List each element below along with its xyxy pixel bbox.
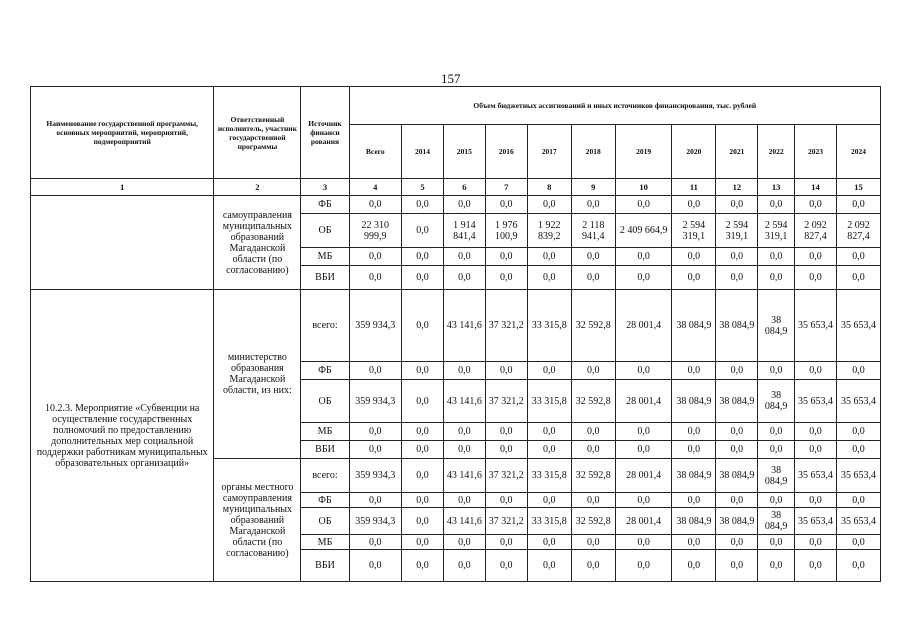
value-cell: 1 922 839,2: [527, 214, 571, 248]
year-header: 2019: [615, 125, 672, 179]
value-cell: 38 084,9: [758, 459, 795, 493]
value-cell: 38 084,9: [758, 508, 795, 535]
source-cell: ОБ: [301, 214, 349, 248]
value-cell: 0,0: [349, 493, 401, 508]
value-cell: 0,0: [615, 266, 672, 290]
value-cell: 0,0: [758, 535, 795, 550]
value-cell: 0,0: [571, 493, 615, 508]
value-cell: 0,0: [615, 423, 672, 441]
value-cell: 0,0: [401, 535, 443, 550]
value-cell: 0,0: [401, 550, 443, 582]
value-cell: 0,0: [349, 550, 401, 582]
value-cell: 0,0: [571, 248, 615, 266]
value-cell: 38 084,9: [672, 290, 716, 362]
value-cell: 0,0: [615, 550, 672, 582]
budget-table: [30, 86, 881, 582]
value-cell: 28 001,4: [615, 459, 672, 493]
value-cell: 0,0: [443, 266, 485, 290]
source-cell: МБ: [301, 423, 349, 441]
value-cell: 0,0: [349, 248, 401, 266]
measure-name-cell: 10.2.3. Мероприятие «Субвенции на осуществление государственных полномочий по предоставлению дополнительных мер социальной поддержки работникам муниципальных образовательных организаций»: [31, 290, 214, 582]
value-cell: 35 653,4: [794, 508, 836, 535]
value-cell: 0,0: [485, 266, 527, 290]
table-row: [31, 290, 881, 362]
value-cell: 0,0: [836, 493, 880, 508]
value-cell: 0,0: [716, 550, 758, 582]
value-cell: 2 092 827,4: [794, 214, 836, 248]
value-cell: 0,0: [349, 362, 401, 380]
executor-cell: органы местного самоуправления муниципальных образований Магаданской области (по согласованию): [214, 459, 301, 582]
value-cell: 359 934,3: [349, 380, 401, 423]
value-cell: 0,0: [794, 550, 836, 582]
value-cell: 0,0: [485, 493, 527, 508]
name-cell-empty: [31, 196, 214, 290]
value-cell: 1 914 841,4: [443, 214, 485, 248]
value-cell: 0,0: [349, 266, 401, 290]
value-cell: 0,0: [615, 248, 672, 266]
value-cell: 0,0: [571, 550, 615, 582]
value-cell: 0,0: [758, 441, 795, 459]
value-cell: 0,0: [527, 493, 571, 508]
column-number: 15: [836, 179, 880, 196]
table-row: [31, 196, 881, 214]
value-cell: 0,0: [443, 441, 485, 459]
value-cell: 0,0: [443, 362, 485, 380]
value-cell: 0,0: [615, 493, 672, 508]
value-cell: 33 315,8: [527, 380, 571, 423]
source-cell: ФБ: [301, 196, 349, 214]
column-number: 6: [443, 179, 485, 196]
value-cell: 35 653,4: [794, 290, 836, 362]
value-cell: 359 934,3: [349, 508, 401, 535]
value-cell: 38 084,9: [716, 508, 758, 535]
value-cell: 35 653,4: [836, 508, 880, 535]
column-number: 5: [401, 179, 443, 196]
year-header: 2015: [443, 125, 485, 179]
value-cell: 0,0: [758, 196, 795, 214]
value-cell: 28 001,4: [615, 380, 672, 423]
source-cell: МБ: [301, 535, 349, 550]
value-cell: 0,0: [571, 196, 615, 214]
value-cell: 0,0: [836, 423, 880, 441]
value-cell: 43 141,6: [443, 380, 485, 423]
value-cell: 32 592,8: [571, 508, 615, 535]
value-cell: 38 084,9: [716, 290, 758, 362]
value-cell: 35 653,4: [794, 380, 836, 423]
value-cell: 0,0: [794, 196, 836, 214]
value-cell: 0,0: [716, 248, 758, 266]
value-cell: 33 315,8: [527, 459, 571, 493]
column-number: 4: [349, 179, 401, 196]
value-cell: 32 592,8: [571, 290, 615, 362]
value-cell: 0,0: [758, 362, 795, 380]
value-cell: 37 321,2: [485, 380, 527, 423]
value-cell: 0,0: [672, 362, 716, 380]
value-cell: 37 321,2: [485, 290, 527, 362]
value-cell: 0,0: [758, 493, 795, 508]
header-row: [31, 87, 881, 125]
column-number: 14: [794, 179, 836, 196]
value-cell: 0,0: [794, 266, 836, 290]
value-cell: 2 118 941,4: [571, 214, 615, 248]
executor-cell: самоуправления муниципальных образований Магаданской области (по согласованию): [214, 196, 301, 290]
column-number: 10: [615, 179, 672, 196]
value-cell: 0,0: [836, 248, 880, 266]
value-cell: 28 001,4: [615, 290, 672, 362]
value-cell: 0,0: [716, 535, 758, 550]
value-cell: 0,0: [485, 550, 527, 582]
value-cell: 0,0: [571, 441, 615, 459]
value-cell: 0,0: [485, 423, 527, 441]
year-header: 2024: [836, 125, 880, 179]
value-cell: 0,0: [527, 266, 571, 290]
source-cell: ОБ: [301, 508, 349, 535]
value-cell: 38 084,9: [672, 380, 716, 423]
value-cell: 0,0: [716, 362, 758, 380]
value-cell: 38 084,9: [758, 290, 795, 362]
value-cell: 0,0: [401, 214, 443, 248]
value-cell: 0,0: [794, 441, 836, 459]
value-cell: 0,0: [527, 441, 571, 459]
value-cell: 0,0: [571, 535, 615, 550]
value-cell: 0,0: [401, 266, 443, 290]
column-number: 11: [672, 179, 716, 196]
value-cell: 0,0: [349, 535, 401, 550]
header-executor: Ответственный исполнитель, участник государственной программы: [214, 87, 301, 179]
year-header: 2020: [672, 125, 716, 179]
value-cell: 0,0: [794, 362, 836, 380]
source-cell: ВБИ: [301, 550, 349, 582]
value-cell: 38 084,9: [758, 380, 795, 423]
header-group: Объем бюджетных ассигнований и иных источников финансирования, тыс. рублей: [349, 87, 880, 125]
value-cell: 0,0: [758, 266, 795, 290]
column-number: 13: [758, 179, 795, 196]
value-cell: 0,0: [672, 248, 716, 266]
year-header: 2017: [527, 125, 571, 179]
source-cell: МБ: [301, 248, 349, 266]
value-cell: 0,0: [672, 441, 716, 459]
column-number: 2: [214, 179, 301, 196]
value-cell: 0,0: [836, 535, 880, 550]
value-cell: 33 315,8: [527, 508, 571, 535]
header-name: Наименование государственной программы, основных мероприятий, мероприятий, подмероприятий: [31, 87, 214, 179]
value-cell: 0,0: [794, 248, 836, 266]
value-cell: 2 092 827,4: [836, 214, 880, 248]
value-cell: 0,0: [443, 196, 485, 214]
value-cell: 43 141,6: [443, 459, 485, 493]
value-cell: 37 321,2: [485, 508, 527, 535]
value-cell: 33 315,8: [527, 290, 571, 362]
value-cell: 0,0: [527, 550, 571, 582]
header-source: Источник финанси рования: [301, 87, 349, 179]
value-cell: 0,0: [615, 362, 672, 380]
value-cell: 0,0: [401, 493, 443, 508]
value-cell: 32 592,8: [571, 459, 615, 493]
value-cell: 0,0: [836, 441, 880, 459]
value-cell: 2 594 319,1: [672, 214, 716, 248]
value-cell: 0,0: [401, 423, 443, 441]
value-cell: 0,0: [716, 196, 758, 214]
value-cell: 0,0: [672, 535, 716, 550]
value-cell: 0,0: [794, 423, 836, 441]
value-cell: 0,0: [401, 441, 443, 459]
value-cell: 359 934,3: [349, 459, 401, 493]
value-cell: 0,0: [443, 535, 485, 550]
column-number: 3: [301, 179, 349, 196]
executor-cell: министерство образования Магаданской области, из них:: [214, 290, 301, 459]
value-cell: 1 976 100,9: [485, 214, 527, 248]
value-cell: 0,0: [794, 535, 836, 550]
value-cell: 35 653,4: [794, 459, 836, 493]
value-cell: 2 594 319,1: [716, 214, 758, 248]
value-cell: 0,0: [794, 493, 836, 508]
column-number: 9: [571, 179, 615, 196]
source-cell: ОБ: [301, 380, 349, 423]
value-cell: 2 594 319,1: [758, 214, 795, 248]
value-cell: 0,0: [349, 423, 401, 441]
value-cell: 28 001,4: [615, 508, 672, 535]
value-cell: 0,0: [349, 196, 401, 214]
value-cell: 0,0: [672, 550, 716, 582]
column-number: 1: [31, 179, 214, 196]
value-cell: 0,0: [401, 508, 443, 535]
value-cell: 35 653,4: [836, 290, 880, 362]
value-cell: 0,0: [527, 196, 571, 214]
value-cell: 0,0: [672, 423, 716, 441]
year-header: 2016: [485, 125, 527, 179]
value-cell: 0,0: [836, 266, 880, 290]
value-cell: 0,0: [485, 441, 527, 459]
source-cell: всего:: [301, 290, 349, 362]
value-cell: 0,0: [401, 196, 443, 214]
value-cell: 0,0: [571, 266, 615, 290]
value-cell: 0,0: [485, 362, 527, 380]
column-number: 8: [527, 179, 571, 196]
value-cell: 35 653,4: [836, 459, 880, 493]
value-cell: 2 409 664,9: [615, 214, 672, 248]
page-number: 157: [441, 71, 461, 86]
value-cell: 0,0: [401, 459, 443, 493]
value-cell: 0,0: [401, 362, 443, 380]
value-cell: 0,0: [615, 535, 672, 550]
value-cell: 37 321,2: [485, 459, 527, 493]
value-cell: 0,0: [401, 248, 443, 266]
value-cell: 0,0: [758, 423, 795, 441]
year-header: 2022: [758, 125, 795, 179]
value-cell: 0,0: [716, 266, 758, 290]
year-header: 2021: [716, 125, 758, 179]
value-cell: 0,0: [485, 535, 527, 550]
column-number-row: [31, 179, 881, 196]
source-cell: всего:: [301, 459, 349, 493]
value-cell: 0,0: [527, 248, 571, 266]
value-cell: 0,0: [443, 248, 485, 266]
source-cell: ВБИ: [301, 266, 349, 290]
year-header: Всего: [349, 125, 401, 179]
value-cell: 0,0: [527, 423, 571, 441]
value-cell: 0,0: [401, 380, 443, 423]
value-cell: 38 084,9: [672, 459, 716, 493]
value-cell: 0,0: [615, 441, 672, 459]
value-cell: 22 310 999,9: [349, 214, 401, 248]
value-cell: 0,0: [615, 196, 672, 214]
source-cell: ФБ: [301, 362, 349, 380]
value-cell: 0,0: [349, 441, 401, 459]
value-cell: 0,0: [836, 550, 880, 582]
value-cell: 0,0: [571, 362, 615, 380]
value-cell: 0,0: [443, 493, 485, 508]
value-cell: 0,0: [672, 196, 716, 214]
value-cell: 38 084,9: [672, 508, 716, 535]
value-cell: 0,0: [527, 362, 571, 380]
column-number: 12: [716, 179, 758, 196]
value-cell: 38 084,9: [716, 459, 758, 493]
value-cell: 359 934,3: [349, 290, 401, 362]
value-cell: 0,0: [672, 266, 716, 290]
value-cell: 0,0: [716, 441, 758, 459]
value-cell: 0,0: [443, 550, 485, 582]
value-cell: 0,0: [485, 196, 527, 214]
value-cell: 0,0: [836, 196, 880, 214]
value-cell: 0,0: [758, 248, 795, 266]
source-cell: ФБ: [301, 493, 349, 508]
value-cell: 0,0: [485, 248, 527, 266]
value-cell: 0,0: [716, 493, 758, 508]
value-cell: 32 592,8: [571, 380, 615, 423]
value-cell: 0,0: [443, 423, 485, 441]
value-cell: 0,0: [527, 535, 571, 550]
value-cell: 0,0: [401, 290, 443, 362]
value-cell: 0,0: [836, 362, 880, 380]
value-cell: 0,0: [571, 423, 615, 441]
value-cell: 0,0: [672, 493, 716, 508]
year-header: 2014: [401, 125, 443, 179]
value-cell: 43 141,6: [443, 508, 485, 535]
value-cell: 43 141,6: [443, 290, 485, 362]
year-header: 2023: [794, 125, 836, 179]
column-number: 7: [485, 179, 527, 196]
value-cell: 35 653,4: [836, 380, 880, 423]
year-header: 2018: [571, 125, 615, 179]
value-cell: 0,0: [758, 550, 795, 582]
value-cell: 0,0: [716, 423, 758, 441]
source-cell: ВБИ: [301, 441, 349, 459]
value-cell: 38 084,9: [716, 380, 758, 423]
